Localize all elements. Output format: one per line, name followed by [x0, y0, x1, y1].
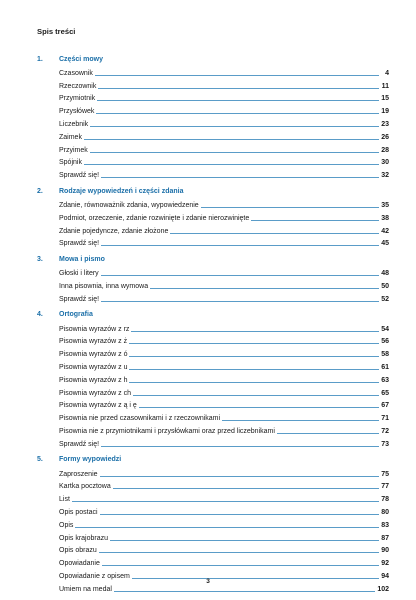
leader-line	[96, 113, 379, 114]
toc-sections	[37, 53, 389, 599]
toc-entry[interactable]	[59, 78, 389, 91]
entry-label: Pisownia nie z przymiotnikami i przysłówkami oraz przed liczebnikami	[59, 427, 275, 435]
section-entries	[59, 321, 389, 449]
section-title: Części mowy	[59, 55, 103, 63]
entry-page-number: 102	[377, 585, 389, 593]
toc-entry[interactable]	[59, 129, 389, 142]
toc-section	[37, 53, 389, 180]
leader-line	[129, 343, 379, 344]
section-heading	[37, 253, 389, 265]
entry-label: Sprawdź się!	[59, 172, 100, 180]
leader-line	[131, 331, 379, 332]
toc-entry[interactable]	[59, 236, 389, 249]
entry-label: Przysłówek	[59, 108, 95, 116]
entry-page-number: 78	[381, 496, 389, 504]
leader-line	[139, 407, 379, 408]
leader-line	[101, 275, 379, 276]
toc-entry[interactable]	[59, 359, 389, 372]
leader-line	[150, 288, 379, 289]
leader-line	[129, 369, 379, 370]
entry-page-number: 19	[381, 108, 389, 116]
leader-line	[114, 591, 375, 592]
entry-label: Pisownia wyrazów z ą i ę	[59, 402, 137, 410]
toc-entry[interactable]	[59, 91, 389, 104]
entry-label: Opowiadanie	[59, 560, 100, 568]
entry-page-number: 75	[381, 470, 389, 478]
entry-label: Pisownia nie przed czasownikami i z rzeczownikami	[59, 415, 221, 423]
entry-label: Opis krajobrazu	[59, 534, 109, 542]
section-heading	[37, 185, 389, 197]
entry-label: Opis postaci	[59, 508, 98, 516]
entry-label: Kartka pocztowa	[59, 483, 111, 491]
section-title: Mowa i pismo	[59, 255, 105, 263]
leader-line	[72, 501, 379, 502]
toc-title: Spis treści	[37, 27, 76, 36]
entry-page-number: 54	[381, 325, 389, 333]
entry-label: Zdanie pojedyncze, zdanie złożone	[59, 227, 169, 235]
toc-entry[interactable]	[59, 555, 389, 568]
section-title: Rodzaje wypowiedzeń i części zdania	[59, 187, 184, 195]
toc-entry[interactable]	[59, 142, 389, 155]
entry-label: Pisownia wyrazów z rz	[59, 325, 130, 333]
toc-section	[37, 309, 389, 449]
toc-entry[interactable]	[59, 346, 389, 359]
toc-entry[interactable]	[59, 167, 389, 180]
toc-entry[interactable]	[59, 103, 389, 116]
toc-entry[interactable]	[59, 543, 389, 556]
toc-entry[interactable]	[59, 155, 389, 168]
entry-label: Przyimek	[59, 146, 88, 154]
toc-entry[interactable]	[59, 321, 389, 334]
section-number: 2.	[37, 187, 43, 195]
leader-line	[98, 88, 379, 89]
toc-entry[interactable]	[59, 530, 389, 543]
section-number: 1.	[37, 55, 43, 63]
entry-label: Opis	[59, 521, 74, 529]
entry-page-number: 77	[381, 483, 389, 491]
entry-page-number: 35	[381, 201, 389, 209]
toc-entry[interactable]	[59, 491, 389, 504]
leader-line	[100, 476, 379, 477]
leader-line	[277, 433, 379, 434]
entry-label: Pisownia wyrazów z u	[59, 363, 128, 371]
section-number: 5.	[37, 456, 43, 464]
leader-line	[201, 207, 379, 208]
entry-label: Liczebnik	[59, 120, 89, 128]
entry-page-number: 42	[381, 227, 389, 235]
leader-line	[95, 75, 379, 76]
leader-line	[75, 527, 379, 528]
leader-line	[99, 552, 379, 553]
toc-entry[interactable]	[59, 466, 389, 479]
entry-page-number: 90	[381, 547, 389, 555]
entry-label: Zdanie, równoważnik zdania, wypowiedzenie	[59, 201, 199, 209]
leader-line	[251, 220, 379, 221]
toc-entry[interactable]	[59, 197, 389, 210]
entry-label: Pisownia wyrazów z ó	[59, 351, 128, 359]
toc-entry[interactable]	[59, 479, 389, 492]
leader-line	[84, 139, 379, 140]
section-heading	[37, 454, 389, 466]
entry-label: Sprawdź się!	[59, 440, 100, 448]
toc-entry[interactable]	[59, 504, 389, 517]
toc-section	[37, 185, 389, 248]
entry-page-number: 4	[385, 69, 389, 77]
entry-page-number: 23	[381, 120, 389, 128]
entry-page-number: 50	[381, 282, 389, 290]
leader-line	[100, 514, 379, 515]
entry-page-number: 28	[381, 146, 389, 154]
toc-entry[interactable]	[59, 65, 389, 78]
entry-page-number: 26	[381, 133, 389, 141]
entry-page-number: 73	[381, 440, 389, 448]
section-number: 4.	[37, 311, 43, 319]
leader-line	[101, 245, 379, 246]
entry-page-number: 38	[381, 214, 389, 222]
entry-label: Pisownia wyrazów z ch	[59, 389, 131, 397]
section-entries	[59, 265, 389, 303]
entry-page-number: 71	[381, 415, 389, 423]
entry-label: Umiem na medal	[59, 585, 112, 593]
section-entries	[59, 65, 389, 180]
toc-entry[interactable]	[59, 265, 389, 278]
entry-page-number: 61	[381, 363, 389, 371]
entry-page-number: 56	[381, 338, 389, 346]
section-entries	[59, 466, 389, 594]
entry-label: Spójnik	[59, 159, 82, 167]
entry-label: Opis obrazu	[59, 547, 97, 555]
entry-page-number: 80	[381, 508, 389, 516]
entry-label: List	[59, 496, 70, 504]
entry-page-number: 63	[381, 376, 389, 384]
entry-label: Zaproszenie	[59, 470, 98, 478]
toc-section	[37, 253, 389, 303]
leader-line	[90, 126, 379, 127]
section-number: 3.	[37, 255, 43, 263]
entry-label: Głoski i litery	[59, 270, 99, 278]
section-heading	[37, 309, 389, 321]
leader-line	[170, 233, 379, 234]
section-title: Formy wypowiedzi	[59, 456, 122, 464]
entry-label: Sprawdź się!	[59, 295, 100, 303]
entry-page-number: 45	[381, 240, 389, 248]
toc-entry[interactable]	[59, 291, 389, 304]
leader-line	[101, 301, 379, 302]
toc-entry[interactable]	[59, 398, 389, 411]
entry-page-number: 58	[381, 351, 389, 359]
entry-label: Przymiotnik	[59, 95, 96, 103]
leader-line	[84, 164, 379, 165]
entry-page-number: 32	[381, 172, 389, 180]
toc-entry[interactable]	[59, 517, 389, 530]
entry-page-number: 48	[381, 270, 389, 278]
section-heading	[37, 53, 389, 65]
entry-label: Podmiot, orzeczenie, zdanie rozwinięte i zdanie nierozwinięte	[59, 214, 250, 222]
entry-page-number: 83	[381, 521, 389, 529]
entry-label: Pisownia wyrazów z h	[59, 376, 128, 384]
toc-entry[interactable]	[59, 372, 389, 385]
entry-page-number: 30	[381, 159, 389, 167]
entry-page-number: 72	[381, 427, 389, 435]
toc-entry[interactable]	[59, 334, 389, 347]
toc-entry[interactable]	[59, 223, 389, 236]
leader-line	[101, 446, 379, 447]
leader-line	[222, 420, 379, 421]
toc-entry[interactable]	[59, 210, 389, 223]
leader-line	[133, 395, 379, 396]
toc-entry[interactable]	[59, 385, 389, 398]
entry-label: Inna pisownia, inna wymowa	[59, 282, 149, 290]
section-title: Ortografia	[59, 311, 93, 319]
leader-line	[129, 356, 379, 357]
entry-page-number: 65	[381, 389, 389, 397]
entry-label: Czasownik	[59, 69, 93, 77]
entry-page-number: 87	[381, 534, 389, 542]
leader-line	[110, 540, 379, 541]
entry-page-number: 52	[381, 295, 389, 303]
leader-line	[101, 177, 379, 178]
section-entries	[59, 197, 389, 248]
entry-page-number: 11	[381, 82, 389, 90]
entry-label: Zaimek	[59, 133, 82, 141]
toc-entry[interactable]	[59, 278, 389, 291]
leader-line	[97, 100, 379, 101]
entry-label: Rzeczownik	[59, 82, 97, 90]
leader-line	[102, 565, 379, 566]
toc-entry[interactable]	[59, 410, 389, 423]
leader-line	[129, 382, 379, 383]
page-number: 3	[206, 578, 210, 585]
leader-line	[90, 152, 379, 153]
entry-page-number: 94	[381, 572, 389, 580]
entry-label: Opowiadanie z opisem	[59, 572, 130, 580]
entry-page-number: 67	[381, 402, 389, 410]
entry-label: Sprawdź się!	[59, 240, 100, 248]
entry-page-number: 92	[381, 560, 389, 568]
toc-entry[interactable]	[59, 116, 389, 129]
toc-section	[37, 454, 389, 594]
leader-line	[113, 488, 379, 489]
toc-entry[interactable]	[59, 423, 389, 436]
entry-label: Pisownia wyrazów z ż	[59, 338, 128, 346]
toc-entry[interactable]	[59, 436, 389, 449]
entry-page-number: 15	[381, 95, 389, 103]
